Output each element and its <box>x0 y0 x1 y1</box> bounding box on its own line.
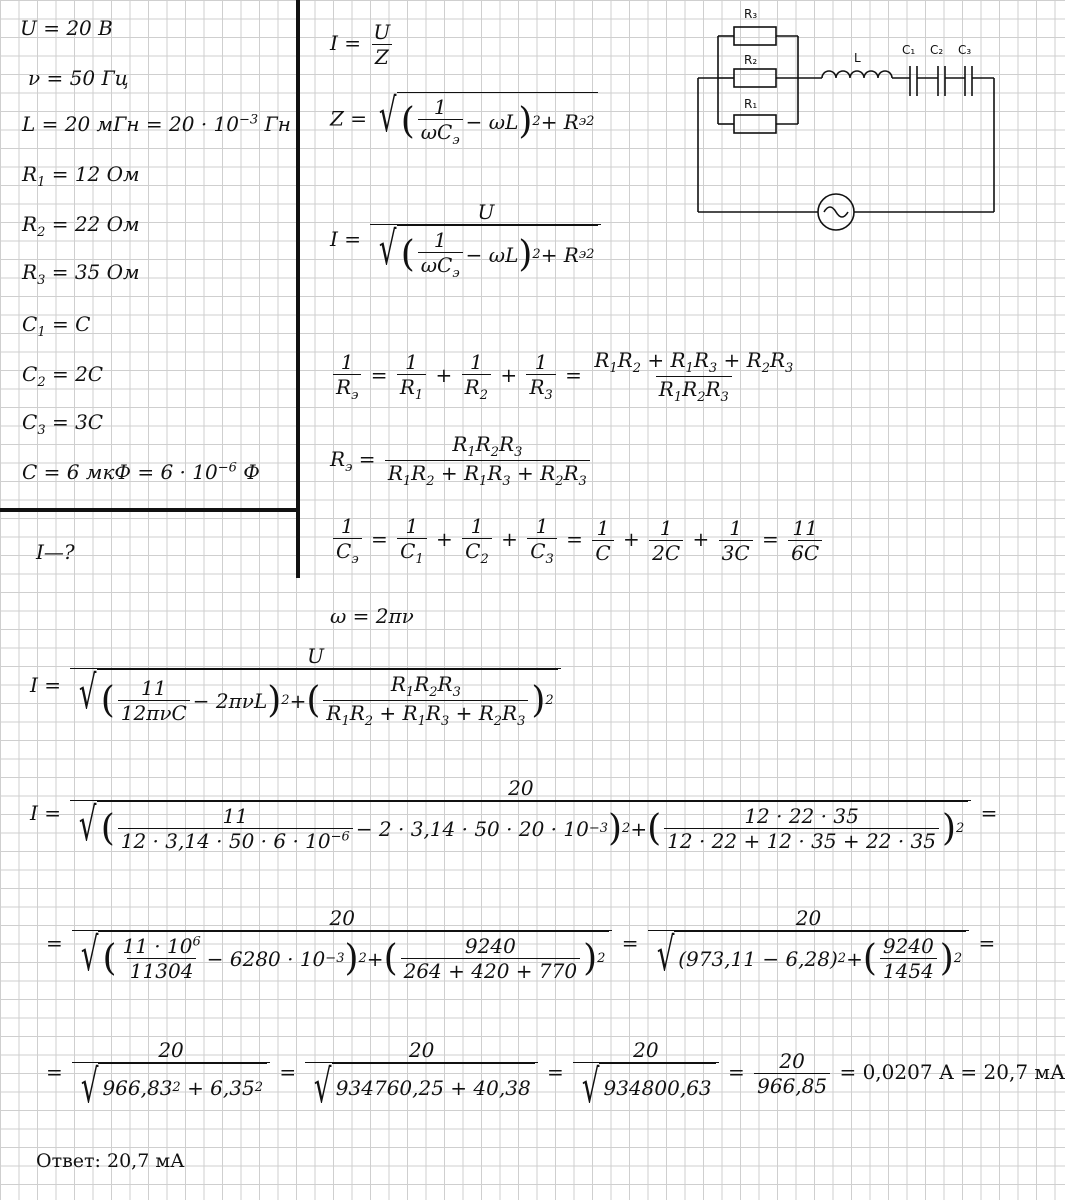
given-C: C = 6 мкФ = $6 \cdot 10^{-6}$ Ф <box>22 460 260 484</box>
given-box-bottom-border <box>0 508 300 512</box>
given-L: L = 20 мГн = $20 \cdot 10^{-3}$ Гн <box>22 112 291 136</box>
formula-resistance-parallel: $\frac{1}{R_э}$ = $\frac{1}{R_1}$ + $\frac{1}{R_2}$ + $\frac{1}{R_3}$ = $\frac{R_1R_2 + R_1R_3 + R_2R_3}{R_1R_2R_3}$ <box>330 348 799 405</box>
circuit-label-L: L <box>854 51 861 65</box>
answer: Ответ: 20,7 мА <box>36 1150 185 1172</box>
circuit-label-R1: R₁ <box>744 97 758 111</box>
formula-impedance: Z = √ ( $\frac{1}{\omega C_э}$ − ωL ) 2 + R э 2 <box>330 92 598 148</box>
formula-omega: ω = 2πν <box>330 604 414 628</box>
given-U: U = 20 В <box>20 16 113 40</box>
formula-capacitance-series: $\frac{1}{C_э}$ = $\frac{1}{C_1}$ + $\frac{1}{C_2}$ + $\frac{1}{C_3}$ = $\frac{1}{C}$ + $\frac{1}{2C}$ + $\frac{1}{3C}$ = $\frac{11}{6C}$ <box>330 514 825 567</box>
find-I: I—? <box>36 540 75 564</box>
circuit-label-C2: C₂ <box>930 43 944 57</box>
circuit-label-R2: R₂ <box>744 53 758 67</box>
given-R3: $R_3 = 35$ Ом <box>22 260 140 288</box>
circuit-label-R3: R₃ <box>744 7 758 21</box>
given-C3: $C_3 = 3C$ <box>22 410 104 438</box>
given-R2: $R_2 = 22$ Ом <box>22 212 140 240</box>
formula-resistance-equivalent: $R_э$ = $\frac{R_1R_2R_3}{R_1R_2 + R_1R_3 + R_2R_3}$ <box>330 432 593 489</box>
circuit-label-C1: C₁ <box>902 43 916 57</box>
given-R1: $R_1 = 12$ Ом <box>22 162 140 190</box>
calc-line-2: = 20 √ ( $\frac{11 \cdot 10^6}{11304}$ − 6280 · 10 −3 ) 2 + ( $\frac{9240}{264 + 420 + 770}$ ) 2 = 20 √ (973,11 − 6,28) 2 + ( $\frac{9240}{1454}$ ) 2 = <box>46 906 996 983</box>
given-C2: $C_2 = 2C$ <box>22 362 104 390</box>
given-nu: ν = 50 Гц <box>28 66 129 90</box>
calc-line-3: = 20 √ 966,83 2 + 6,35 2 = 20 √ 934760,25 + 40,38 = 20 √ 934800,63 = $\frac{20}{966,85}$ = 0,0207 А = 20,7 мА <box>46 1038 1065 1113</box>
given-C1: $C_1 = C$ <box>22 312 91 340</box>
formula-current-symbolic: I = U √ ( $\frac{11}{\text{12πνC}}$ − 2πνL ) 2 + ( $\frac{R_1R_2R_3}{R_1R_2 + R_1R_3 + R_2R_3}$ ) 2 <box>30 644 564 729</box>
formula-ohm: I = $\frac{U}{Z}$ <box>330 20 391 69</box>
given-box-right-border <box>296 0 300 578</box>
formula-current-general: I = U √ ( $\frac{1}{\omega C_э}$ − ωL ) 2 + R э 2 <box>330 200 604 281</box>
circuit-diagram <box>690 0 1002 220</box>
circuit-label-C3: C₃ <box>958 43 972 57</box>
calc-line-1: I = 20 √ ( $\frac{11}{12 \cdot 3,14 \cdot 50 \cdot 6 \cdot 10^{-6}}$ − 2 · 3,14 · 50 · 20 · 10 −3 ) 2 + ( $\frac{12 \cdot 22 \cdot 35}{12 \cdot 22 + 12 \cdot 35 + 22 \cdot 35}$ ) 2 = <box>30 776 998 853</box>
